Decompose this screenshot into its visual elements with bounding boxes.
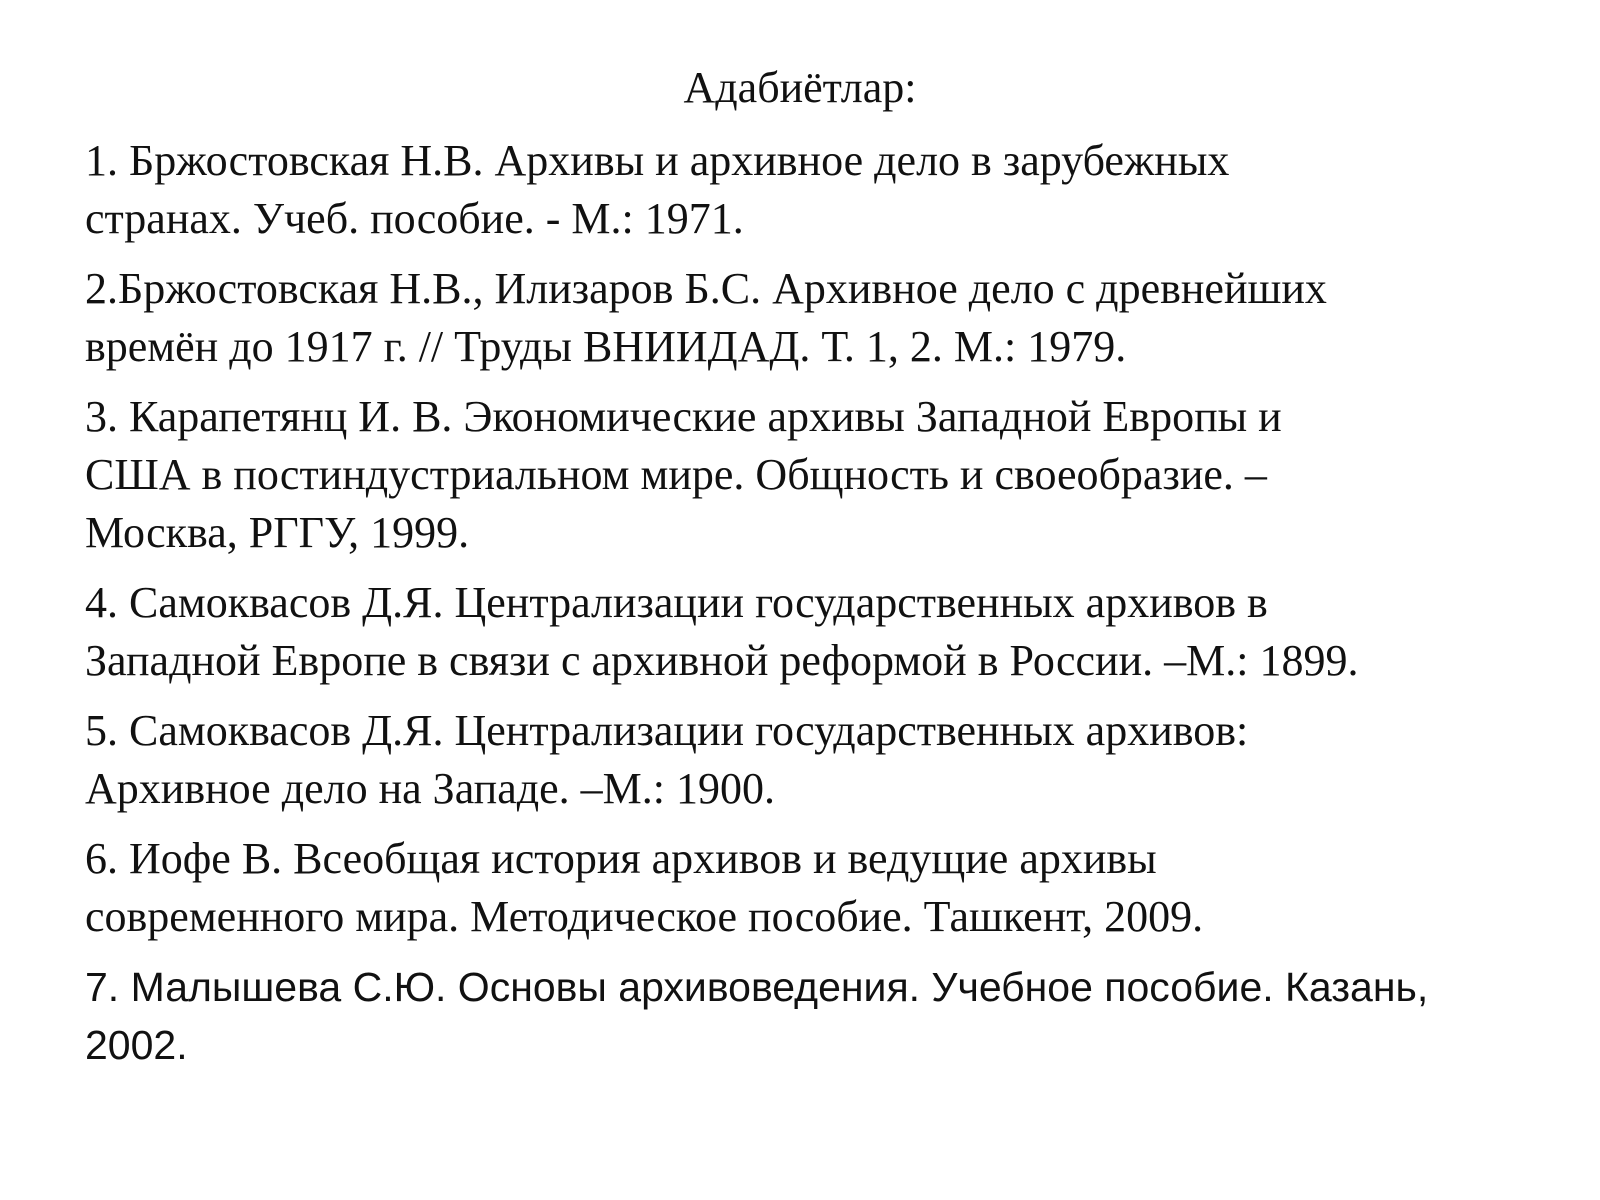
reference-7-line-1: 7. Малышева С.Ю. Основы архивоведения. Учебное пособие. Казань,	[85, 964, 1429, 1010]
reference-5-line-1: 5. Самоквасов Д.Я. Централизации государственных архивов:	[85, 706, 1249, 755]
reference-2-line-2: времён до 1917 г. // Труды ВНИИДАД. Т. 1, 2. М.: 1979.	[85, 322, 1127, 371]
reference-3-line-2: США в постиндустриальном мире. Общность и своеобразие. –	[85, 450, 1267, 499]
reference-4-line-1: 4. Самоквасов Д.Я. Централизации государственных архивов в	[85, 578, 1268, 627]
reference-item-6	[85, 830, 1545, 946]
reference-1-line-2: странах. Учеб. пособие. - М.: 1971.	[85, 194, 744, 243]
reference-item-7	[85, 958, 1545, 1074]
reference-item-3	[85, 388, 1545, 562]
reference-item-1	[85, 132, 1545, 248]
reference-6-line-2: современного мира. Методическое пособие. Ташкент, 2009.	[85, 892, 1204, 941]
reference-5-line-2: Архивное дело на Западе. –М.: 1900.	[85, 764, 775, 813]
reference-1-line-1: 1. Бржостовская Н.В. Архивы и архивное дело в зарубежных	[85, 136, 1230, 185]
reference-4-line-2: Западной Европе в связи с архивной реформой в России. –М.: 1899.	[85, 636, 1359, 685]
reference-3-line-3: Москва, РГГУ, 1999.	[85, 508, 470, 557]
reference-2-line-1: 2.Бржостовская Н.В., Илизаров Б.С. Архивное дело с древнейших	[85, 264, 1327, 313]
reference-list	[85, 132, 1545, 1086]
reference-item-4	[85, 574, 1545, 690]
reference-item-2	[85, 260, 1545, 376]
slide-title: Адабиётлар:	[683, 63, 917, 112]
reference-3-line-1: 3. Карапетянц И. В. Экономические архивы Западной Европы и	[85, 392, 1282, 441]
reference-6-line-1: 6. Иофе В. Всеобщая история архивов и ведущие архивы	[85, 834, 1157, 883]
reference-item-5	[85, 702, 1545, 818]
reference-7-line-2: 2002.	[85, 1022, 188, 1068]
